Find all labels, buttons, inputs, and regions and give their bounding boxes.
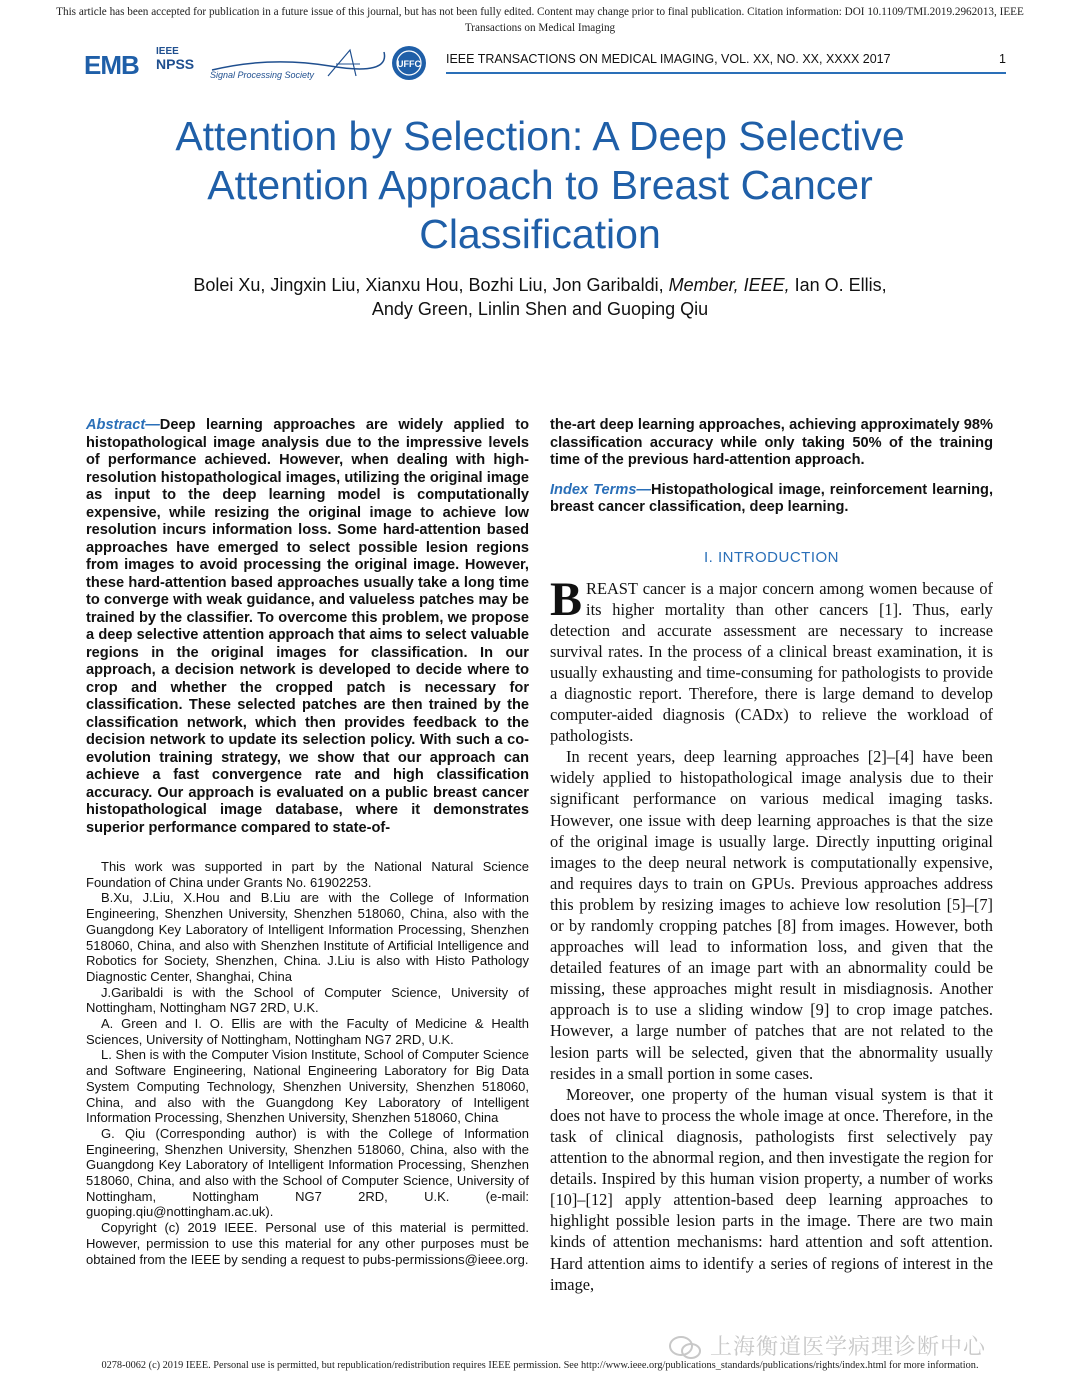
section-heading-introduction: I. INTRODUCTION bbox=[704, 548, 839, 566]
acceptance-notice bbox=[20, 4, 1060, 36]
right-column bbox=[550, 417, 993, 1295]
author-list bbox=[80, 273, 1000, 321]
paper-title bbox=[80, 112, 1000, 259]
ieee-npss-logo bbox=[156, 46, 200, 71]
authors-member-note: Member, IEEE, bbox=[668, 275, 790, 295]
intro-paragraph-2: In recent years, deep learning approaches [2]–[4] have been widely applied to histopathological image analysis due to their significant performance on various medical imaging tasks. However, one issue with deep learning approaches is that the size of the original image is usually large. Directly inputting original images to the deep neural network is computationally expensive, and requires days to train on GPUs. Previous approaches address this problem by resizing images to achieve low resolution [5]–[7] or by randomly cropping patches [8] from images. However, both approaches will lead to information loss, and given that the detailed features of an image part with an abnormality could be missing, these approaches might result in misdiagnosis. Another approach is to use a sliding window [9] to crop image patches. However, a large number of patches that are not related to the lesion parts will be selected, given that the abnormality usually resides in a small portion in some cases. bbox=[550, 747, 993, 1083]
index-terms-text: Histopathological image, reinforcement learning, breast cancer classification, deep learning. bbox=[550, 481, 993, 515]
page-number: 1 bbox=[999, 52, 1006, 66]
title-line-2: Attention Approach to Breast Cancer bbox=[207, 162, 873, 208]
footnote-funding: This work was supported in part by the National Natural Science Foundation of China under Grants No. 61902253. bbox=[86, 859, 529, 890]
journal-name: IEEE TRANSACTIONS ON MEDICAL IMAGING, VOL. XX, NO. XX, XXXX 2017 bbox=[446, 52, 891, 66]
introduction-body bbox=[550, 572, 993, 1295]
header-rule bbox=[446, 72, 1006, 74]
ieee-npss-logo-bottom: NPSS bbox=[156, 56, 195, 72]
footnote-affiliation: B.Xu, J.Liu, X.Hou and B.Liu are with the College of Information Engineering, Shenzhen University, Shenzhen 518060, China, also with the Guangdong Key Laboratory of Intelligent Information Processing, Shenzhen 518060, China, and also with Shenzhen Institute of Artificial Intelligence and Robotics for Society, Shenzhen, China. J.Liu is also with Histo Pathology Diagnostic Center, Shanghai, China bbox=[86, 890, 529, 984]
intro-paragraph-3: Moreover, one property of the human visual system is that it does not have to process the whole image at once. Therefore, in the task of clinical diagnosis, pathologists first selectively pay attention to the abnormal region, and then investigate the region for details. Inspired by this human vision property, a number of works [10]–[12] apply attention-based deep learning approaches to highlight possible lesion parts in the image. There are two main kinds of attention mechanisms: hard attention and soft attention. Hard attention aims to identify a series of regions of interest in the image, bbox=[550, 1084, 993, 1294]
intro-paragraph-1-text: REAST cancer is a major concern among women because of its higher mortality than other cancers [1]. Thus, early detection and accurate assessment are necessary to increase survival rates. In the process of a clinical breast examination, it is usually exhausting and time-consuming for pathologists to provide a diagnostic report. Therefore, there is large demand to develop computer-aided diagnosis (CADx) to relieve the workload of pathologists. bbox=[550, 578, 993, 746]
abstract-label: Abstract— bbox=[86, 417, 160, 433]
footnote-affiliation: J.Garibaldi is with the School of Computer Science, University of Nottingham, Nottingham NG7 2RD, U.K. bbox=[86, 984, 529, 1016]
acceptance-notice-line1: This article has been accepted for publication in a future issue of this journal, but has not been fully edited. Content may change prior to final publication. Citation information: DOI 10.1109/TMI.2019.2962013, IEEE bbox=[56, 6, 1024, 18]
authors-line2: Andy Green, Linlin Shen and Guoping Qiu bbox=[371, 299, 709, 319]
footnotes bbox=[86, 859, 529, 1267]
uffc-logo-text: UFFC bbox=[397, 59, 421, 69]
wechat-icon bbox=[668, 1335, 702, 1361]
sps-logo-text: Signal Processing Society bbox=[210, 70, 315, 80]
drop-cap: B bbox=[550, 572, 583, 626]
title-line-3: Classification bbox=[419, 211, 661, 257]
journal-header bbox=[84, 44, 1006, 80]
intro-paragraph-1 bbox=[550, 572, 993, 747]
abstract-text-part1: Deep learning approaches are widely applied to histopathological image analysis due to the impressive levels of performance achieved. However, when dealing with high-resolution histopathological images, utilizing the original image as input to the deep learning model is computationally expensive, while resizing the original image to achieve low resolution incurs information loss. Some hard-attention based approaches have emerged to select possible lesion regions from images to avoid processing the original image. However, these hard-attention based approaches usually take a long time to converge with weak guidance, and valueless patches may be trained by the classifier. To overcome this problem, we propose a deep selective attention approach that aims to select valuable regions in the original images for classification. In our approach, a decision network is developed to decide where to crop and whether the cropped patch is necessary for classification. These selected patches are then trained by the classification network, which then provides feedback to the decision network to update its selection policy. With such a co-evolution training strategy, we show that our approach can achieve a fast convergence rate and high classification accuracy. Our approach is evaluated on a public breast cancer histopathological image database, where it demonstrates superior performance compared to state-of- bbox=[86, 417, 529, 836]
left-column bbox=[86, 417, 529, 1267]
abstract-continued: the-art deep learning approaches, achieving approximately 98% classification accuracy while only taking 50% of the training time of the previous hard-attention approach. bbox=[550, 417, 993, 468]
authors-line1-b: Ian O. Ellis, bbox=[789, 275, 887, 295]
title-line-1: Attention by Selection: A Deep Selective bbox=[175, 113, 905, 159]
ieee-npss-logo-top: IEEE bbox=[156, 46, 179, 57]
footnote-copyright: Copyright (c) 2019 IEEE. Personal use of this material is permitted. However, permission to use this material for any other purposes must be obtained from the IEEE by sending a request to pubs-permissions@ieee.org. bbox=[86, 1220, 529, 1267]
bottom-copyright-notice: 0278-0062 (c) 2019 IEEE. Personal use is permitted, but republication/redistribution requires IEEE permission. See http://www.ieee.org/publications_standards/publications/rights/index.html for more information. bbox=[101, 1360, 979, 1371]
abstract bbox=[86, 417, 529, 837]
watermark-text: 上海衡道医学病理诊断中心 bbox=[710, 1335, 987, 1360]
uffc-logo bbox=[390, 44, 428, 87]
index-terms bbox=[550, 482, 993, 517]
emb-logo: EMB bbox=[84, 50, 139, 80]
footnote-affiliation: A. Green and I. O. Ellis are with the Faculty of Medicine & Health Sciences, University of Nottingham, Nottingham NG7 2RD, U.K. bbox=[86, 1016, 529, 1047]
footnote-affiliation: L. Shen is with the Computer Vision Institute, School of Computer Science and Software Engineering, National Engineering Laboratory for Big Data System Computing Technology, Shenzhen University, Shenzhen 518060, China, and also with the Guangdong Key Laboratory of Intelligent Information Processing, Shenzhen University, Shenzhen 518060, China bbox=[86, 1047, 529, 1126]
index-terms-label: Index Terms— bbox=[550, 481, 652, 498]
authors-line1-a: Bolei Xu, Jingxin Liu, Xianxu Hou, Bozhi Liu, Jon Garibaldi, bbox=[193, 275, 669, 295]
acceptance-notice-line2: Transactions on Medical Imaging bbox=[464, 22, 616, 34]
footnote-affiliation: G. Qiu (Corresponding author) is with the College of Information Engineering, Shenzhen University, Shenzhen 518060, China, also with the Guangdong Key Laboratory of Intelligent Information Processing, Shenzhen 518060, China, and also with the School of Computer Science, University of Nottingham, Nottingham NG7 2RD, U.K. (e-mail: guoping.qiu@nottingham.ac.uk). bbox=[86, 1125, 529, 1220]
wechat-watermark bbox=[668, 1330, 1058, 1364]
signal-processing-society-logo bbox=[210, 46, 386, 82]
